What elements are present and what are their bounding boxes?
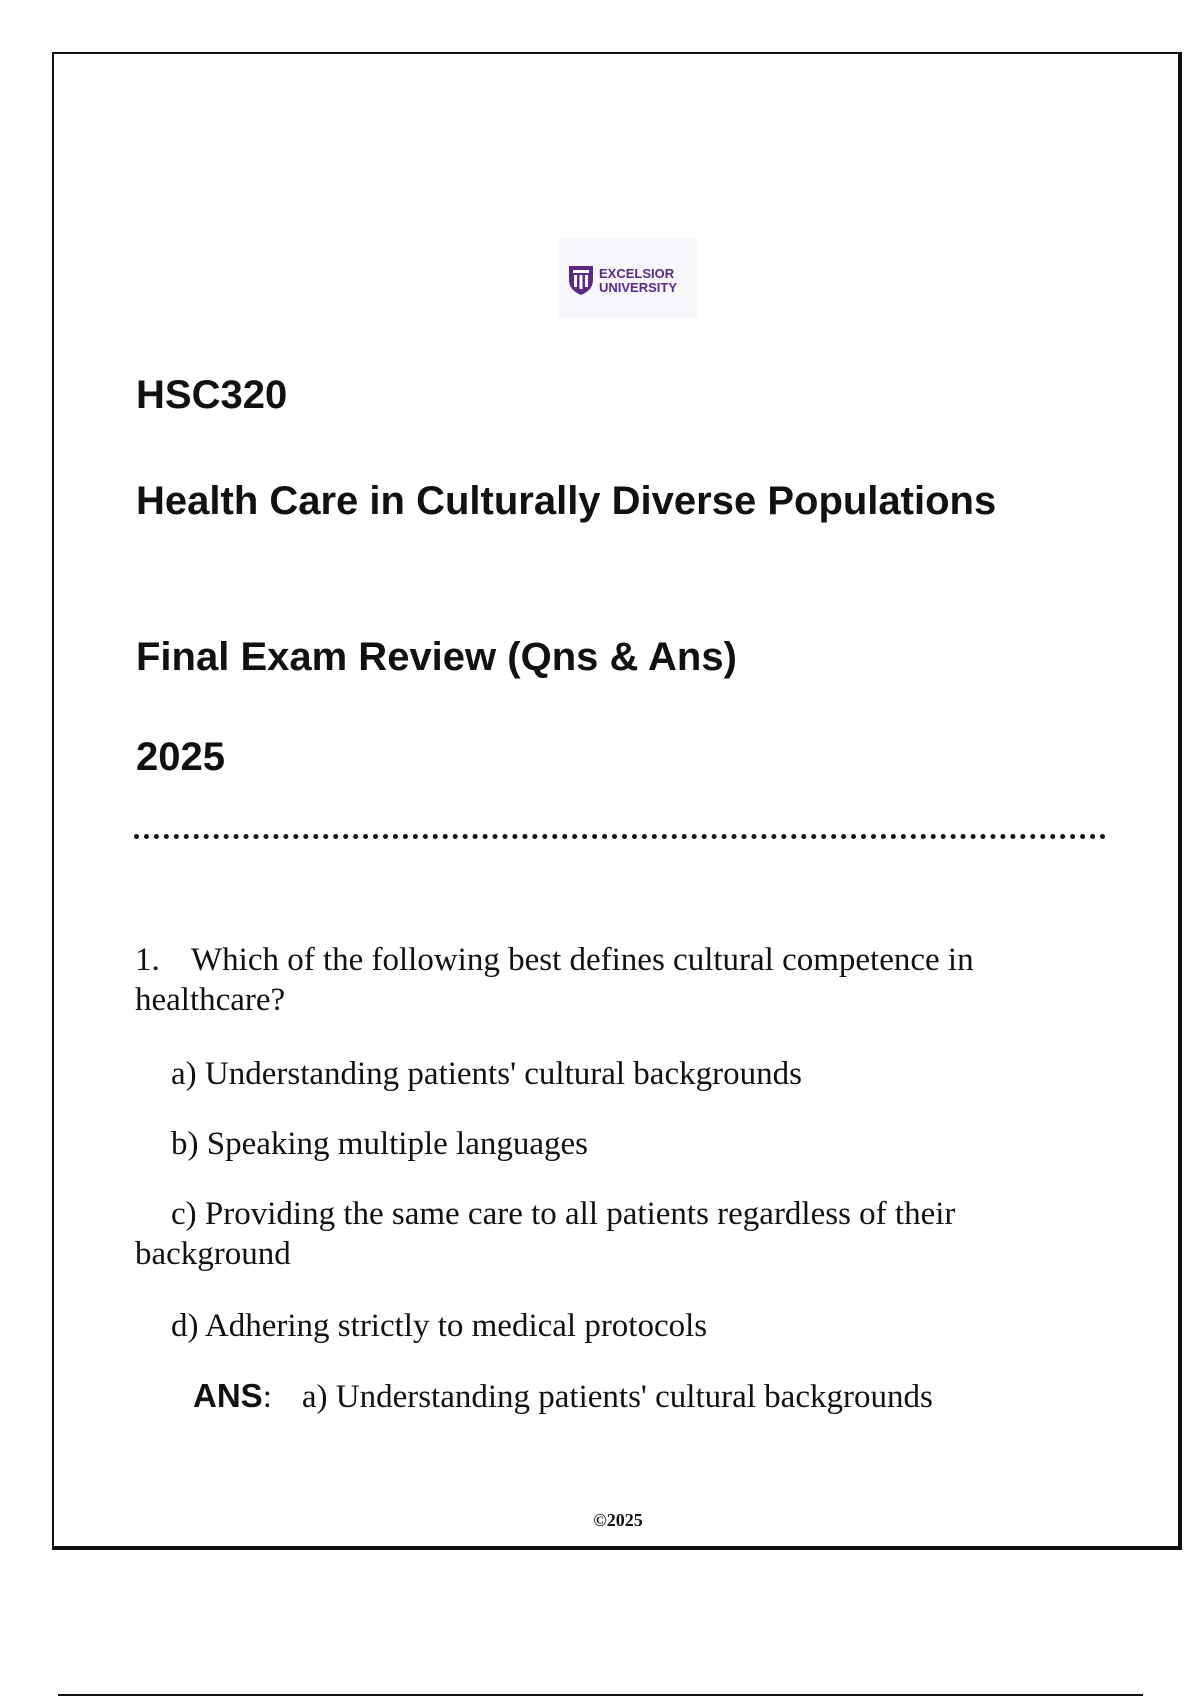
option-a: a) Understanding patients' cultural backgrounds xyxy=(171,1056,802,1092)
document-title: Final Exam Review (Qns & Ans) xyxy=(136,635,737,679)
question-number: 1. xyxy=(135,942,160,978)
course-title: Health Care in Culturally Diverse Populations xyxy=(136,479,997,523)
dotted-divider xyxy=(134,834,1106,839)
copyright-footer: ©2025 xyxy=(593,1510,643,1530)
logo-line2: UNIVERSITY xyxy=(599,280,678,295)
university-shield-icon xyxy=(563,258,693,298)
option-d: d) Adhering strictly to medical protocols xyxy=(171,1308,708,1344)
answer-colon: : xyxy=(262,1379,272,1415)
answer-label: ANS xyxy=(193,1377,263,1414)
answer-line xyxy=(193,1376,933,1417)
course-code: HSC320 xyxy=(136,373,288,417)
question-text: Which of the following best defines cultural competence in healthcare? xyxy=(135,942,974,1018)
document-year: 2025 xyxy=(136,735,225,779)
logo-line1: EXCELSIOR xyxy=(599,266,675,281)
option-b: b) Speaking multiple languages xyxy=(171,1126,588,1162)
university-logo xyxy=(558,238,698,318)
question-1 xyxy=(135,940,1075,1020)
option-c: c) Providing the same care to all patients regardless of their background xyxy=(135,1196,956,1272)
answer-text: a) Understanding patients' cultural backgrounds xyxy=(301,1379,933,1415)
bottom-rule xyxy=(58,1694,1143,1696)
